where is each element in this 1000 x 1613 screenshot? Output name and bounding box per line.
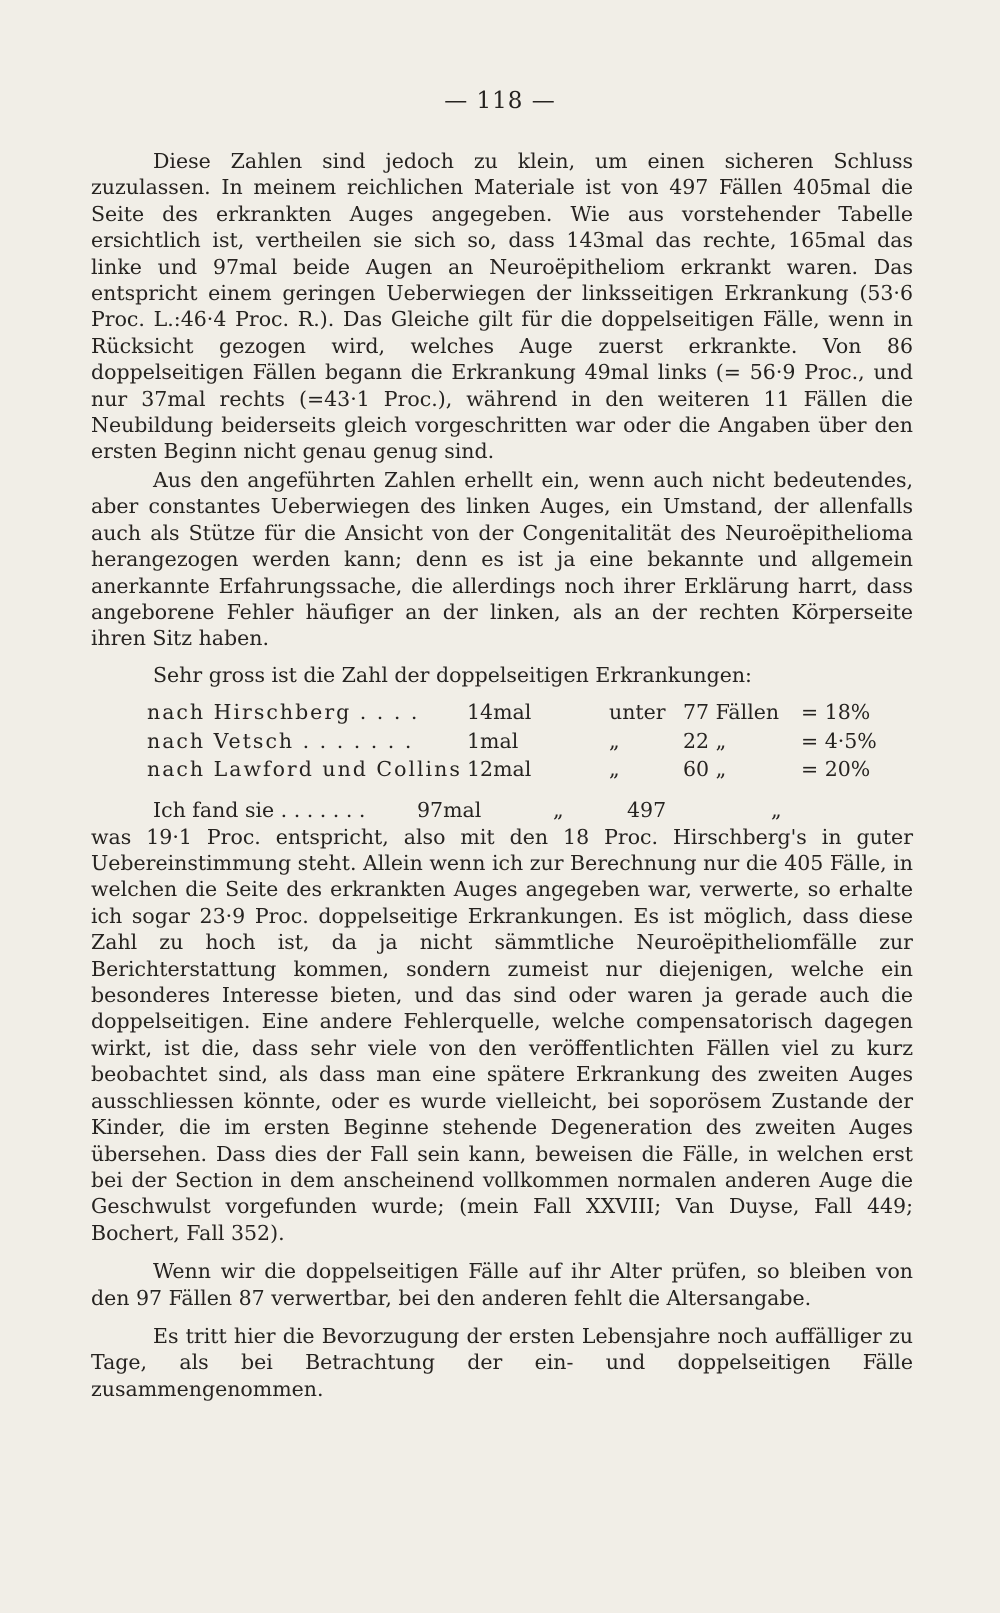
page-number: — 118 — (444, 88, 556, 114)
table-row (147, 755, 913, 784)
own-count-unter: „ (553, 797, 564, 822)
paragraph-2: Aus den angeführten Zahlen erhellt ein, wenn auch nicht bedeutendes, aber constantes Ueberwiegen des linken Auges, ein Umstand, der allenfalls auch als Stütze für die Ansicht von der Congenitalität des Neuroëpithelioma herangezogen werden kann; denn es ist ja eine bekannte und allgemein anerkannte Erfahrungssache, die allerdings noch ihrer Erklärung harrt, dass angeborene Fehler häufiger an der linken, als an der rechten Körperseite ihren Sitz haben. (91, 467, 913, 651)
table-unter: „ (609, 728, 620, 753)
table-unter: unter (609, 700, 666, 725)
paragraph-5: Wenn wir die doppelseitigen Fälle auf ihr Alter prüfen, so bleiben von den 97 Fällen 87 verwertbar, bei den anderen fehlt die Altersangabe. (91, 1259, 913, 1310)
table-result: = 18% (801, 700, 871, 725)
body-text (91, 148, 913, 1402)
table-result: = 4·5% (801, 728, 877, 753)
own-count-label: Ich fand sie . . . . . . . (153, 797, 366, 822)
table-unter: „ (609, 757, 620, 782)
statistics-table (147, 698, 913, 784)
own-count-faelle: 497 (627, 797, 667, 822)
paragraph-1: Diese Zahlen sind jedoch zu klein, um einen sicheren Schluss zuzulassen. In meinem reichlichen Materiale ist von 497 Fällen 405mal die Seite des erkrankten Auges angegeben. Wie aus vorstehender Tabelle ersichtlich ist, vertheilen sie sich so, dass 143mal das rechte, 165mal das linke und 97mal beide Augen an Neuroëpitheliom erkrankt waren. Das entspricht einem geringen Ueberwiegen der linksseitigen Erkrankung (53·6 Proc. L.:46·4 Proc. R.). Das Gleiche gilt für die doppelseitigen Fälle, wenn in Rücksicht gezogen wird, welches Auge zuerst erkrankte. Von 86 doppelseitigen Fällen begann die Erkrankung 49mal links (= 56·9 Proc., und nur 37mal rechts (=43·1 Proc.), während in den weiteren 11 Fällen die Neubildung beiderseits gleich vorgeschritten war oder die Angaben über den ersten Beginn nicht genau genug sind. (91, 149, 913, 464)
table-source: nach Lawford und Collins (147, 757, 462, 782)
table-result: = 20% (801, 757, 871, 782)
table-row (147, 727, 913, 756)
table-source: nach Vetsch . . . . . . . (147, 728, 414, 753)
own-count-row (153, 796, 913, 824)
table-faelle: 77 Fällen (683, 700, 780, 725)
paragraph-3: Sehr gross ist die Zahl der doppelseitigen Erkrankungen: (153, 662, 752, 687)
table-source: nach Hirschberg . . . . (147, 700, 420, 725)
paragraph-4: was 19·1 Proc. entspricht, also mit den 18 Proc. Hirschberg's in guter Uebereinstimmung steht. Allein wenn ich zur Berechnung nur die 405 Fälle, in welchen die Seite des erkrankten Auges angegeben war, verwerte, so erhalte ich sogar 23·9 Proc. doppelseitige Erkrankungen. Es ist möglich, dass diese Zahl zu hoch ist, da ja nicht sämmtliche Neuroëpitheliomfälle zur Berichterstattung kommen, sondern zumeist nur diejenigen, welche ein besonderes Interesse bieten, und das sind oder waren ja gerade auch die doppelseitigen. Eine andere Fehlerquelle, welche compensatorisch dagegen wirkt, ist die, dass sehr viele von den veröffentlichten Fällen viel zu kurz beobachtet sind, als dass man eine spätere Erkrankung des zweiten Auges ausschliessen könnte, oder es wurde vielleicht, bei soporösem Zustande der Kinder, die im ersten Beginne stehende Degeneration des zweiten Auges übersehen. Dass dies der Fall sein kann, beweisen die Fälle, in welchen erst bei der Section in dem anscheinend vollkommen normalen anderen Auge die Geschwulst vorgefunden wurde; (mein Fall XXVIII; Van Duyse, Fall 449; Bochert, Fall 352). (91, 824, 913, 1245)
own-count-value: 97mal (417, 797, 482, 822)
table-row (147, 698, 913, 727)
table-faelle: 60 „ (683, 757, 727, 782)
table-faelle: 22 „ (683, 728, 727, 753)
table-count: 1mal (467, 728, 519, 753)
own-count-ditto: „ (771, 797, 782, 822)
paragraph-6: Es tritt hier die Bevorzugung der ersten Lebensjahre noch auffälliger zu Tage, als bei Betrachtung der ein- und doppelseitigen Fälle zusammengenommen. (91, 1323, 913, 1401)
table-count: 14mal (467, 700, 532, 725)
table-count: 12mal (467, 757, 532, 782)
